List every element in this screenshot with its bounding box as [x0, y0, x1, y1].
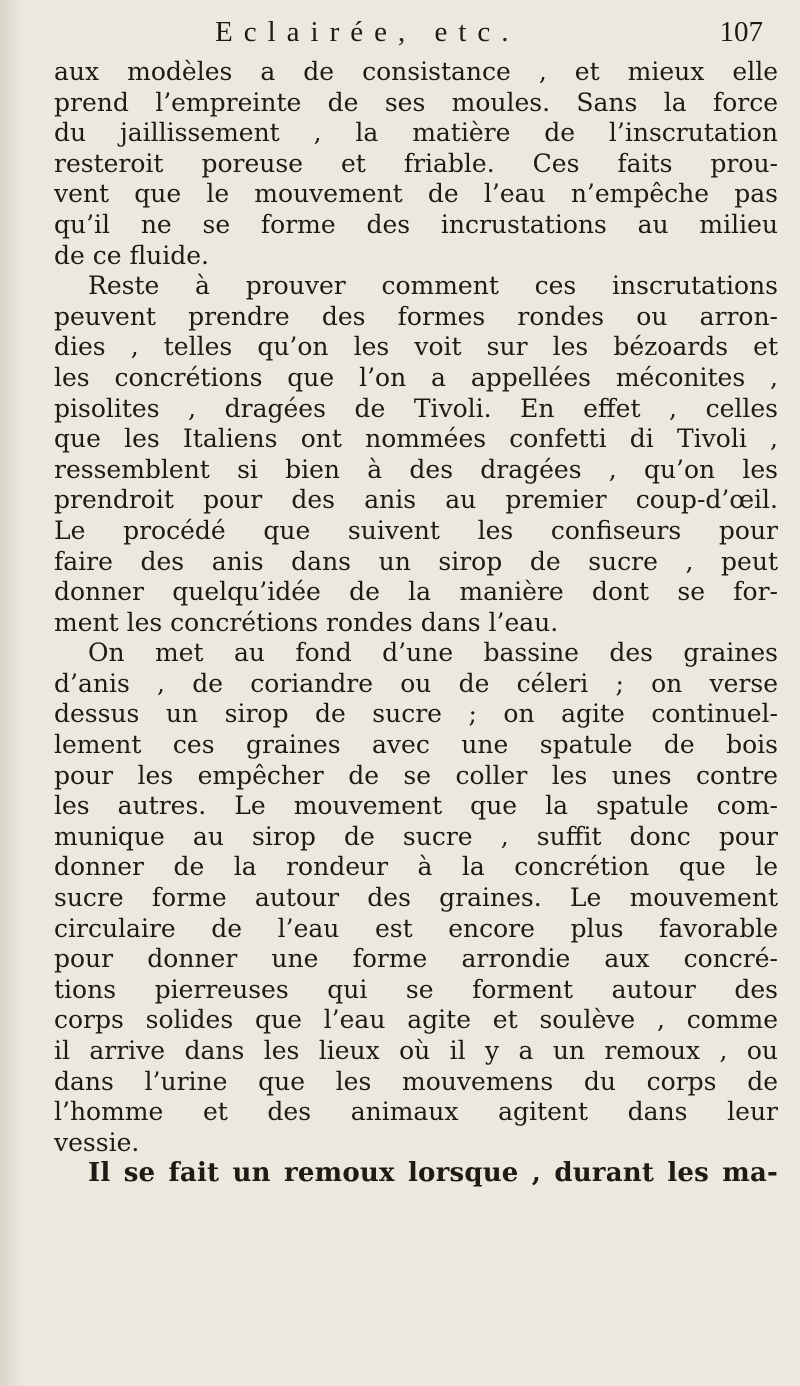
text-line: lement ces graines avec une spatule de bois — [54, 730, 778, 760]
text-line: ressemblent si bien à des dragées , qu’on les — [54, 454, 778, 484]
text-line: d’anis , de coriandre ou de céleri ; on verse — [54, 668, 778, 698]
text-line: de ce fluide. — [54, 240, 210, 270]
text-line: ment les concrétions rondes dans l’eau. — [54, 607, 559, 637]
text-line: munique au sirop de sucre , suffit donc pour — [54, 821, 778, 851]
text-line: il arrive dans les lieux où il y a un remoux , ou — [54, 1036, 778, 1065]
text-line: pisolites , dragées de Tivoli. En effet , celles — [54, 393, 778, 423]
text-line: dessus un sirop de sucre ; on agite continuel- — [54, 699, 778, 729]
text-line: les concrétions que l’on a appellées méconites , — [54, 362, 778, 392]
text-line: corps solides que l’eau agite et soulève , comme — [54, 1005, 778, 1035]
text-line: donner de la rondeur à la concrétion que le — [54, 852, 778, 882]
text-line: vent que le mouvement de l’eau n’empêche pas — [54, 179, 778, 209]
text-line: On met au fond d’une bassine des graines — [88, 638, 778, 668]
running-title: Eclairée, etc. — [215, 16, 520, 48]
text-line: vessie. — [54, 1127, 140, 1157]
text-line: prendroit pour des anis au premier coup-d’œil. — [54, 485, 778, 515]
text-line: donner quelqu’idée de la manière dont se for- — [54, 577, 778, 607]
text-line: dies , telles qu’on les voit sur les bézoards et — [54, 332, 778, 362]
text-line: dans l’urine que les mouvemens du corps de — [54, 1066, 778, 1096]
text-line: Il se fait un remoux lorsque , durant les ma- — [88, 1158, 778, 1189]
text-line: pour donner une forme arrondie aux concré- — [54, 944, 778, 974]
text-line: resteroit poreuse et friable. Ces faits prou- — [54, 148, 778, 178]
text-line: les autres. Le mouvement que la spatule com- — [54, 791, 778, 821]
text-line: Reste à prouver comment ces inscrutations — [88, 271, 778, 301]
text-line: que les Italiens ont nommées confetti di Tivoli , — [54, 424, 778, 454]
text-line: qu’il ne se forme des incrustations au milieu — [54, 209, 778, 239]
text-line: circulaire de l’eau est encore plus favorable — [54, 913, 778, 943]
text-line: tions pierreuses qui se forment autour des — [54, 974, 778, 1004]
page-number: 107 — [719, 16, 763, 48]
running-head — [215, 14, 775, 54]
text-line: Le procédé que suivent les confiseurs pour — [54, 515, 778, 545]
text-line: faire des anis dans un sirop de sucre , peut — [54, 546, 778, 576]
text-line: prend l’empreinte de ses moules. Sans la force — [54, 87, 778, 117]
body-text — [54, 57, 778, 1189]
text-line: aux modèles a de consistance , et mieux elle — [54, 57, 778, 86]
text-line: du jaillissement , la matière de l’inscrutation — [54, 118, 778, 148]
text-line: peuvent prendre des formes rondes ou arron- — [54, 301, 778, 331]
text-line: pour les empêcher de se coller les unes contre — [54, 760, 778, 790]
text-line: l’homme et des animaux agitent dans leur — [54, 1097, 778, 1127]
text-line: sucre forme autour des graines. Le mouvement — [54, 883, 778, 913]
